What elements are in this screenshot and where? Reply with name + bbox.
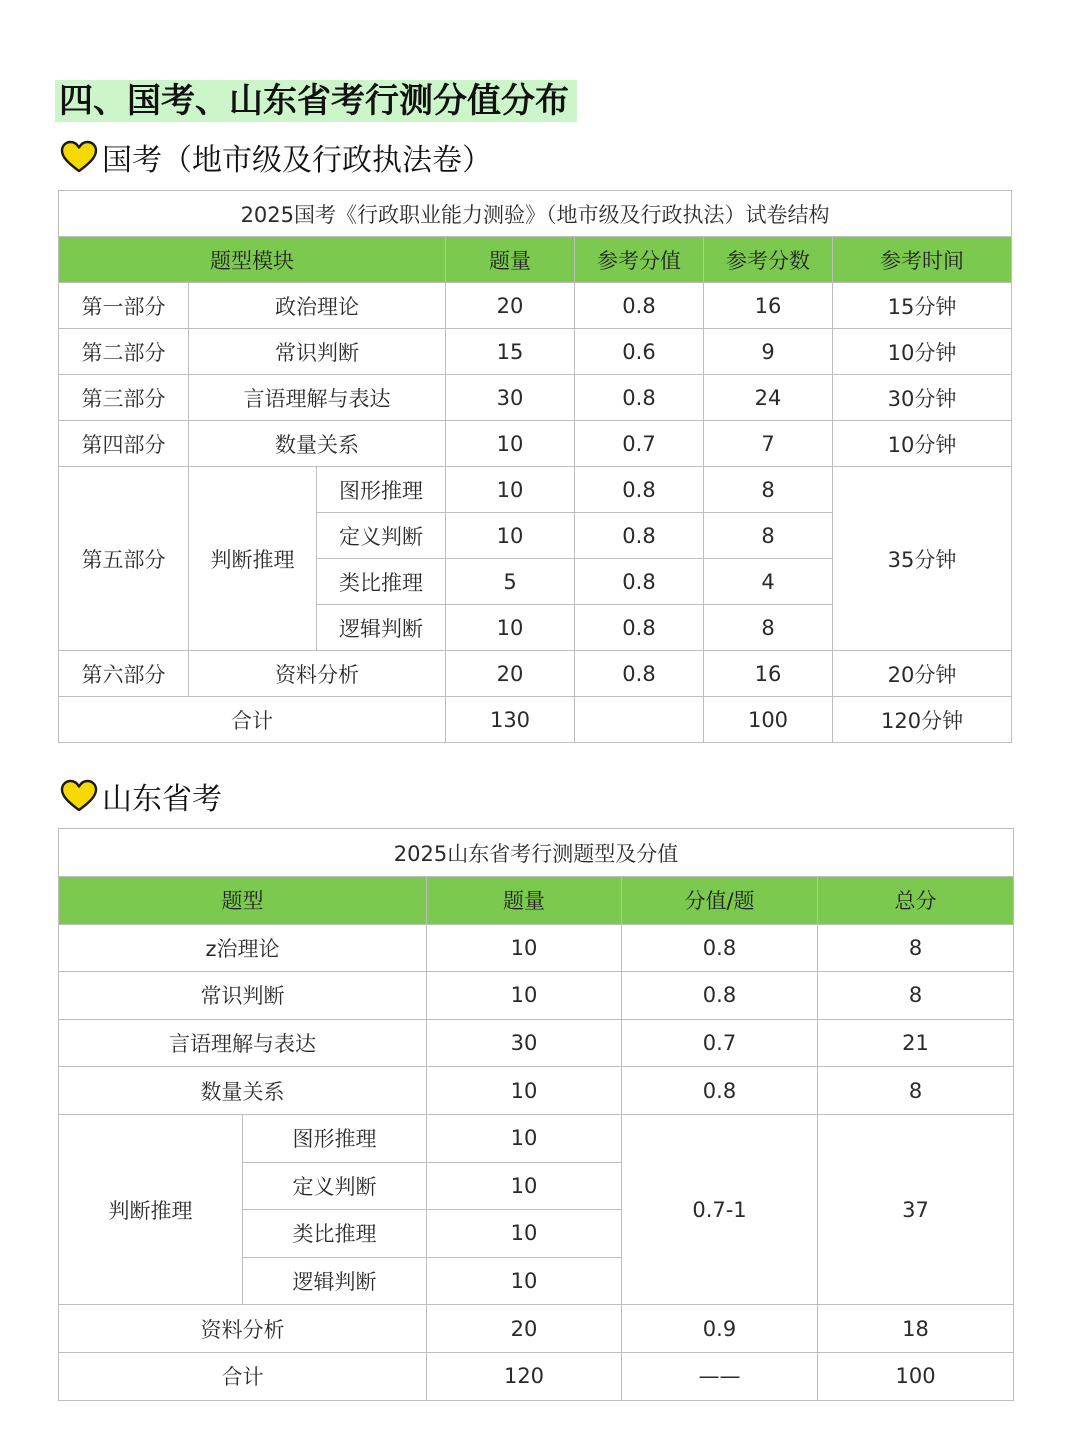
table-row: [59, 972, 1014, 1020]
count-cell: 10: [427, 1114, 622, 1162]
shandong-heading: [60, 776, 222, 816]
score-cell: 16: [704, 283, 833, 329]
total-cell: 21: [818, 1019, 1014, 1067]
type-cell: 言语理解与表达: [59, 1019, 427, 1067]
time-cell: 10分钟: [833, 329, 1012, 375]
count-cell: 10: [427, 924, 622, 972]
total-label: 合计: [59, 1352, 427, 1400]
column-header: 参考时间: [833, 237, 1012, 283]
column-header: 题量: [446, 237, 575, 283]
time-cell: 15分钟: [833, 283, 1012, 329]
part-cell: 第二部分: [59, 329, 189, 375]
total-label: 合计: [59, 697, 446, 743]
score-cell: 24: [704, 375, 833, 421]
count-cell: 10: [446, 513, 575, 559]
type-cell: 常识判断: [59, 972, 427, 1020]
value-cell: 0.8: [622, 1067, 818, 1115]
heart-icon: [60, 779, 98, 813]
sub-module-cell: 图形推理: [317, 467, 446, 513]
table-row: [59, 1114, 1014, 1162]
value-cell: 0.9: [622, 1305, 818, 1353]
count-cell: 10: [446, 467, 575, 513]
value-cell: 0.8: [575, 467, 704, 513]
count-cell: 10: [427, 1210, 622, 1258]
sub-module-cell: 逻辑判断: [317, 605, 446, 651]
count-cell: 10: [427, 1257, 622, 1305]
sub-type-cell: 图形推理: [243, 1114, 427, 1162]
table-row: [59, 375, 1012, 421]
module-cell: 政治理论: [189, 283, 446, 329]
score-cell: 100: [704, 697, 833, 743]
total-row: [59, 1352, 1014, 1400]
guokao-table: [58, 190, 1012, 743]
total-cell: 37: [818, 1114, 1014, 1304]
heart-icon: [60, 140, 98, 174]
score-cell: 8: [704, 513, 833, 559]
column-header: 题量: [427, 877, 622, 925]
part-cell: 第六部分: [59, 651, 189, 697]
table-row: [59, 421, 1012, 467]
value-cell: 0.7: [622, 1019, 818, 1067]
sub-module-cell: 定义判断: [317, 513, 446, 559]
type-cell: z治理论: [59, 924, 427, 972]
count-cell: 30: [427, 1019, 622, 1067]
count-cell: 10: [427, 1067, 622, 1115]
part-cell: 第五部分: [59, 467, 189, 651]
value-cell: 0.8: [622, 972, 818, 1020]
value-cell: 0.8: [575, 283, 704, 329]
column-header: 题型: [59, 877, 427, 925]
score-cell: 8: [704, 605, 833, 651]
type-cell: 判断推理: [59, 1114, 243, 1304]
total-cell: 8: [818, 972, 1014, 1020]
table-row: [59, 467, 1012, 513]
value-cell: 0.8: [575, 513, 704, 559]
type-cell: 数量关系: [59, 1067, 427, 1115]
value-cell: 0.6: [575, 329, 704, 375]
total-cell: 100: [818, 1352, 1014, 1400]
total-cell: 8: [818, 924, 1014, 972]
sub-type-cell: 定义判断: [243, 1162, 427, 1210]
score-cell: 16: [704, 651, 833, 697]
count-cell: 10: [427, 1162, 622, 1210]
count-cell: 20: [446, 651, 575, 697]
module-cell: 言语理解与表达: [189, 375, 446, 421]
count-cell: 30: [446, 375, 575, 421]
count-cell: 10: [446, 605, 575, 651]
column-header: 参考分值: [575, 237, 704, 283]
count-cell: 10: [446, 421, 575, 467]
time-cell: 10分钟: [833, 421, 1012, 467]
table-caption: 2025山东省考行测题型及分值: [59, 829, 1014, 877]
value-cell: ——: [622, 1352, 818, 1400]
page-title: 四、国考、山东省考行测分值分布: [55, 80, 577, 122]
column-header: 总分: [818, 877, 1014, 925]
total-cell: 8: [818, 1067, 1014, 1115]
value-cell: 0.8: [575, 605, 704, 651]
module-cell: 判断推理: [189, 467, 317, 651]
column-header: 分值/题: [622, 877, 818, 925]
score-cell: 7: [704, 421, 833, 467]
time-cell: 20分钟: [833, 651, 1012, 697]
value-cell: 0.7-1: [622, 1114, 818, 1304]
total-row: [59, 697, 1012, 743]
count-cell: 20: [446, 283, 575, 329]
table-row: [59, 1067, 1014, 1115]
score-cell: 9: [704, 329, 833, 375]
count-cell: 120: [427, 1352, 622, 1400]
sub-module-cell: 类比推理: [317, 559, 446, 605]
table-row: [59, 924, 1014, 972]
column-header: 参考分数: [704, 237, 833, 283]
table-header-row: [59, 877, 1014, 925]
part-cell: 第一部分: [59, 283, 189, 329]
value-cell: 0.7: [575, 421, 704, 467]
count-cell: 5: [446, 559, 575, 605]
table-header-row: [59, 237, 1012, 283]
column-header: 题型模块: [59, 237, 446, 283]
table-row: [59, 1305, 1014, 1353]
score-cell: 8: [704, 467, 833, 513]
module-cell: 资料分析: [189, 651, 446, 697]
count-cell: 130: [446, 697, 575, 743]
guokao-heading-text: 国考（地市级及行政执法卷）: [102, 143, 492, 178]
table-row: [59, 283, 1012, 329]
time-cell: 35分钟: [833, 467, 1012, 651]
part-cell: 第四部分: [59, 421, 189, 467]
module-cell: 常识判断: [189, 329, 446, 375]
value-cell: 0.8: [575, 651, 704, 697]
guokao-heading: [60, 137, 492, 177]
table-caption: 2025国考《行政职业能力测验》（地市级及行政执法）试卷结构: [59, 191, 1012, 237]
count-cell: 20: [427, 1305, 622, 1353]
table-row: [59, 651, 1012, 697]
value-cell: 0.8: [575, 559, 704, 605]
time-cell: 30分钟: [833, 375, 1012, 421]
module-cell: 数量关系: [189, 421, 446, 467]
table-row: [59, 1019, 1014, 1067]
value-cell: 0.8: [575, 375, 704, 421]
value-cell: [575, 697, 704, 743]
count-cell: 10: [427, 972, 622, 1020]
shandong-table: [58, 828, 1014, 1401]
shandong-heading-text: 山东省考: [102, 782, 222, 817]
type-cell: 资料分析: [59, 1305, 427, 1353]
count-cell: 15: [446, 329, 575, 375]
sub-type-cell: 类比推理: [243, 1210, 427, 1258]
part-cell: 第三部分: [59, 375, 189, 421]
score-cell: 4: [704, 559, 833, 605]
total-cell: 18: [818, 1305, 1014, 1353]
time-cell: 120分钟: [833, 697, 1012, 743]
table-row: [59, 329, 1012, 375]
sub-type-cell: 逻辑判断: [243, 1257, 427, 1305]
value-cell: 0.8: [622, 924, 818, 972]
